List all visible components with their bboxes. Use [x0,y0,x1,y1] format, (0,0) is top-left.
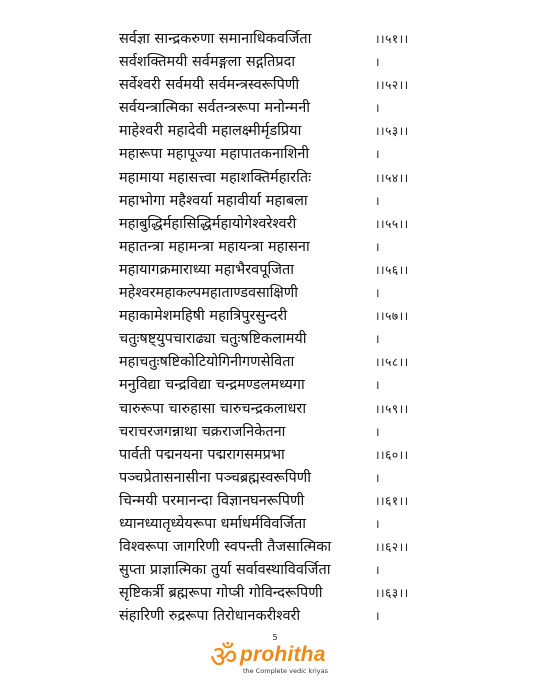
verse-number: ।।५३।। [375,124,409,139]
verse-line [119,143,449,166]
verse-line [119,605,449,628]
verse-text: सर्वशक्तिमयी सर्वमङ्गला सद्गतिप्रदा [119,54,296,71]
verse-line [119,467,449,490]
verse-line [119,282,449,305]
verse-number: ।।६१।। [375,493,409,508]
verse-number: ।।६०।। [375,447,409,462]
verse-text: विश्वरूपा जागरिणी स्वपन्ती तैजसात्मिका [119,539,332,556]
verse-text: पञ्चप्रेतासनासीना पञ्चब्रह्मस्वरूपिणी [119,469,311,486]
brand-logo [210,640,350,679]
verse-number: । [375,563,381,578]
verse-number: ।।६३।। [375,586,409,601]
verse-line [119,490,449,513]
verse-text: चारुरूपा चारुहासा चारुचन्द्रकलाधरा [119,400,307,417]
verse-text: महाबुद्धिर्महासिद्धिर्महायोगेश्वरेश्वरी [119,215,297,232]
verse-number: ।।५६।। [375,262,409,277]
verse-text: सर्वयन्त्रात्मिका सर्वतन्त्ररूपा मनोन्मनी [119,100,311,117]
verse-line [119,190,449,213]
verse-line [119,97,449,120]
verse-line [119,351,449,374]
verse-number: ।।५९।। [375,401,409,416]
verse-text: महाभोगा महैश्वर्या महावीर्या महाबला [119,192,308,209]
verse-text: चराचरजगन्नाथा चक्रराजनिकेतना [119,423,286,440]
verse-line [119,120,449,143]
verse-line [119,328,449,351]
verse-text: ध्यानध्यातृध्येयरूपा धर्माधर्मविवर्जिता [119,515,307,532]
verse-line [119,513,449,536]
verse-text: चिन्मयी परमानन्दा विज्ञानघनरूपिणी [119,492,305,509]
verse-number: ।।५१।। [375,32,409,46]
verse-number: ।।५२।। [375,78,409,93]
verse-number: । [375,55,381,70]
verse-number: । [375,193,381,208]
verse-line [119,374,449,397]
verse-text: सृष्टिकर्त्री ब्रह्मरूपा गोप्त्री गोविन्दरूपिणी [119,585,323,602]
brand-name: prohitha [240,643,326,666]
verse-line [119,559,449,582]
verse-number: ।।६२।। [375,540,409,555]
verse-line [119,51,449,74]
verse-text: महेश्वरमहाकल्पमहाताण्डवसाक्षिणी [119,285,299,302]
verse-number: ।।५५।। [375,216,409,231]
verse-text: चतुःषष्ट्युपचाराढ्या चतुःषष्टिकलामयी [119,331,307,348]
verse-text: माहेश्वरी महादेवी महालक्ष्मीर्मृडप्रिया [119,123,302,140]
verse-line [119,305,449,328]
verse-text: सुप्ता प्राज्ञात्मिका तुर्या सर्वावस्थाविवर्जिता [119,562,331,579]
verse-number: । [375,332,381,347]
verse-number: ।।५४।। [375,170,409,185]
verse-text: महारूपा महापूज्या महापातकनाशिनी [119,146,310,163]
verse-number: । [375,239,381,254]
verse-line [119,536,449,559]
verse-number: । [375,424,381,439]
verse-text: संहारिणी रुद्ररूपा तिरोधानकरीश्वरी [119,608,301,625]
verse-text: महातन्त्रा महामन्त्रा महायन्त्रा महासना [119,238,310,255]
verse-line [119,421,449,444]
verse-text: सर्वेश्वरी सर्वमयी सर्वमन्त्रस्वरूपिणी [119,77,300,94]
verse-line [119,213,449,236]
verse-line [119,167,449,190]
verse-line [119,582,449,605]
verse-list [119,28,449,628]
verse-number: ।।५८।। [375,355,409,370]
verse-text: महामाया महासत्त्वा महाशक्तिर्महारतिः [119,169,312,186]
verse-number: । [375,147,381,162]
verse-number: ।।५७।। [375,309,409,324]
verse-number: । [375,516,381,531]
page-number: 5 [272,633,278,642]
verse-line [119,74,449,97]
verse-text: पार्वती पद्मनयना पद्मरागसमप्रभा [119,446,285,463]
verse-text: महाकामेशमहिषी महात्रिपुरसुन्दरी [119,308,288,325]
verse-number: । [375,609,381,624]
verse-text: मनुविद्या चन्द्रविद्या चन्द्रमण्डलमध्यगा [119,377,305,394]
verse-line [119,236,449,259]
verse-line [119,28,449,51]
verse-text: सर्वज्ञा सान्द्रकरुणा समानाधिकवर्जिता [119,31,312,47]
verse-line [119,259,449,282]
verse-number: । [375,286,381,301]
verse-line [119,444,449,467]
verse-number: । [375,470,381,485]
verse-number: । [375,378,381,393]
verse-number: । [375,101,381,116]
verse-text: महायागक्रमाराध्या महाभैरवपूजिता [119,261,295,278]
om-symbol-icon: ॐ [210,640,238,675]
verse-text: महाचतुःषष्टिकोटियोगिनीगणसेविता [119,354,295,371]
brand-tagline: the Complete vedic kriyas [243,667,329,675]
verse-line [119,398,449,421]
